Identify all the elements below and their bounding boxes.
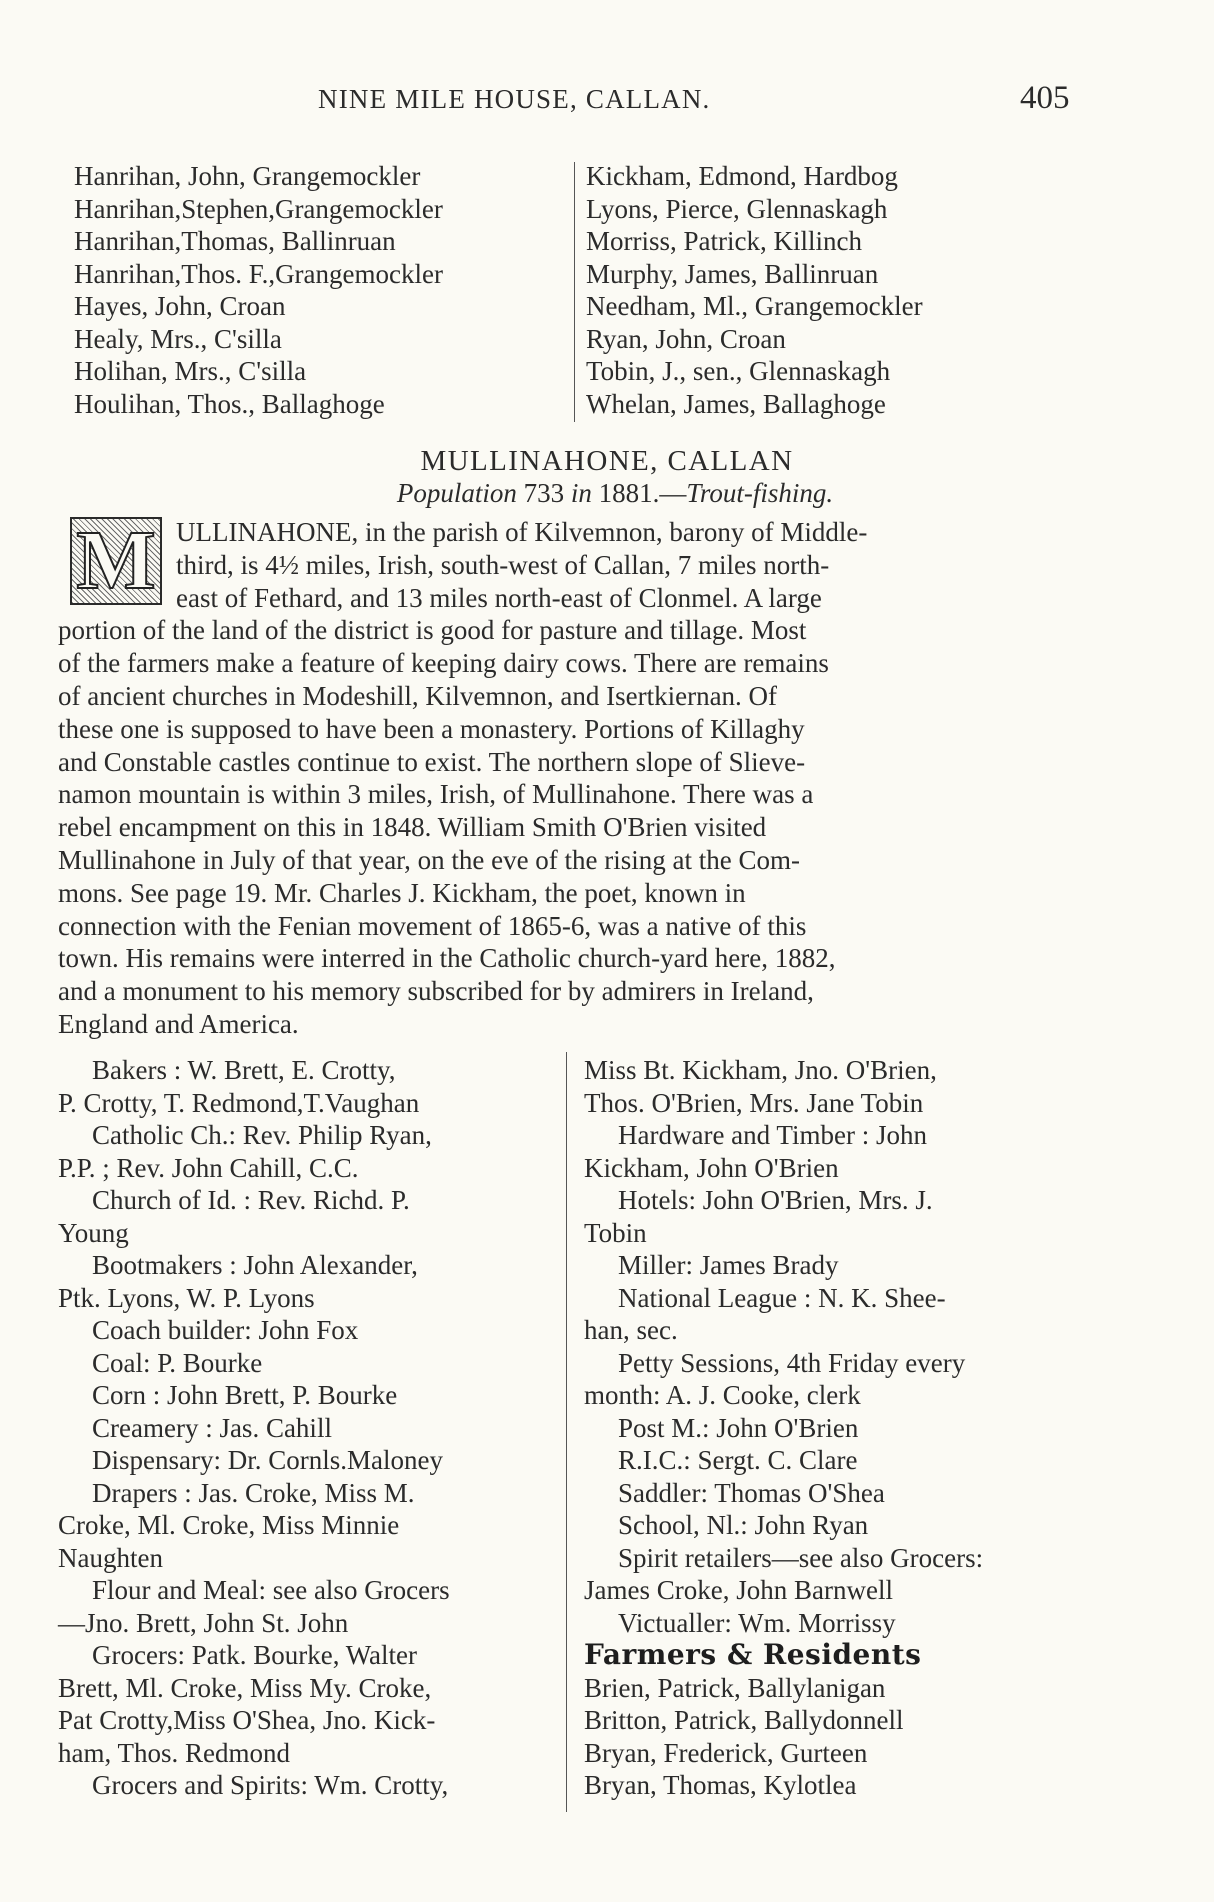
list-item: Miss Bt. Kickham, Jno. O'Brien,: [584, 1055, 937, 1085]
paragraph-line: mons. See page 19. Mr. Charles J. Kickham, the poet, known in: [58, 877, 746, 908]
list-item: Croke, Ml. Croke, Miss Minnie: [58, 1510, 400, 1540]
list-item: Bootmakers : John Alexander,: [92, 1250, 418, 1280]
list-item: —Jno. Brett, John St. John: [58, 1607, 349, 1638]
list-item: Healy, Mrs., C'silla: [74, 323, 282, 354]
list-item: Coal: P. Bourke: [92, 1347, 263, 1378]
census-year: 1881.—: [598, 478, 687, 508]
list-item: Post M.: John O'Brien: [618, 1412, 859, 1443]
trades-left-list: [58, 1054, 450, 1802]
list-item: Holihan, Mrs., C'silla: [74, 356, 307, 386]
paragraph-line: England and America.: [58, 1008, 299, 1039]
list-item: Morriss, Patrick, Killinch: [586, 226, 862, 256]
list-item: Hanrihan,Stephen,Grangemockler: [74, 193, 443, 224]
list-item: Lyons, Pierce, Glennaskagh: [586, 193, 888, 224]
list-item: Kickham, John O'Brien: [584, 1152, 839, 1183]
population-value: 733: [523, 478, 565, 508]
list-item: Ptk. Lyons, W. P. Lyons: [58, 1282, 315, 1313]
description-paragraph: [58, 516, 1080, 1041]
list-item: Victualler: Wm. Morrissy: [618, 1607, 896, 1638]
paragraph-line: of ancient churches in Modeshill, Kilvemnon, and Isertkiernan. Of: [58, 680, 778, 711]
list-item: Young: [58, 1217, 129, 1248]
farmers-heading: Farmers & Residents: [584, 1638, 922, 1671]
list-item: Grocers and Spirits: Wm. Crotty,: [92, 1770, 449, 1800]
paragraph-line: rebel encampment on this in 1848. William Smith O'Brien visited: [58, 812, 767, 843]
list-item: Bryan, Thomas, Kylotlea: [584, 1770, 857, 1800]
list-item: Drapers : Jas. Croke, Miss M.: [92, 1477, 415, 1508]
list-item: Hayes, John, Croan: [74, 291, 286, 321]
list-item: Britton, Patrick, Ballydonnell: [584, 1705, 904, 1735]
section-subtitle: [0, 478, 1214, 509]
paragraph-line: town. His remains were interred in the Catholic church-yard here, 1882,: [58, 943, 836, 974]
list-item: P. Crotty, T. Redmond,T.Vaughan: [58, 1087, 420, 1118]
list-item: Needham, Ml., Grangemockler: [586, 291, 923, 321]
list-item: Spirit retailers—see also Grocers:: [618, 1542, 984, 1573]
list-item: Brien, Patrick, Ballylanigan: [584, 1672, 886, 1703]
trades-right-list: [584, 1054, 983, 1802]
list-item: Dispensary: Dr. Cornls.Maloney: [92, 1445, 443, 1475]
paragraph-line: ULLINAHONE, in the parish of Kilvemnon, barony of Middle-: [176, 517, 868, 547]
paragraph-line: namon mountain is within 3 miles, Irish, of Mullinahone. There was a: [58, 779, 814, 810]
list-item: Hanrihan, John, Grangemockler: [74, 161, 421, 191]
list-item: Coach builder: John Fox: [92, 1315, 359, 1345]
list-item: Church of Id. : Rev. Richd. P.: [92, 1185, 410, 1215]
list-item: Creamery : Jas. Cahill: [92, 1412, 332, 1443]
paragraph-line: and a monument to his memory subscribed for by admirers in Ireland,: [58, 976, 814, 1007]
list-item: Kickham, Edmond, Hardbog: [586, 161, 898, 191]
list-item: National League : N. K. Shee-: [618, 1282, 946, 1313]
list-item: Pat Crotty,Miss O'Shea, Jno. Kick-: [58, 1705, 436, 1735]
paragraph-line: these one is supposed to have been a monastery. Portions of Killaghy: [58, 713, 805, 744]
list-item: Grocers: Patk. Bourke, Walter: [92, 1640, 417, 1670]
nine-mile-left-list: [74, 160, 443, 420]
list-item: Miller: James Brady: [618, 1250, 839, 1280]
list-item: Flour and Meal: see also Grocers: [92, 1575, 450, 1605]
population-label: Population: [396, 478, 517, 508]
list-item: Bryan, Frederick, Gurteen: [584, 1737, 868, 1768]
list-item: Whelan, James, Ballaghoge: [586, 388, 886, 419]
list-item: Murphy, James, Ballinruan: [586, 258, 879, 289]
list-item: Naughten: [58, 1542, 163, 1573]
list-item: James Croke, John Barnwell: [584, 1575, 893, 1605]
paragraph-line: third, is 4½ miles, Irish, south-west of Callan, 7 miles north-: [176, 549, 830, 580]
running-title: NINE MILE HOUSE, CALLAN.: [318, 84, 711, 114]
list-item: han, sec.: [584, 1315, 678, 1345]
list-item: Brett, Ml. Croke, Miss My. Croke,: [58, 1672, 432, 1703]
paragraph-line: of the farmers make a feature of keeping dairy cows. There are remains: [58, 648, 829, 679]
list-item: Bakers : W. Brett, E. Crotty,: [92, 1055, 396, 1085]
trout-fishing-note: Trout-fishing.: [686, 478, 834, 508]
list-item: Hardware and Timber : John: [618, 1120, 927, 1150]
list-item: R.I.C.: Sergt. C. Clare: [618, 1445, 858, 1475]
section-title: MULLINAHONE, CALLAN: [420, 445, 794, 477]
list-item: Saddler: Thomas O'Shea: [618, 1477, 885, 1508]
list-item: Thos. O'Brien, Mrs. Jane Tobin: [584, 1087, 924, 1118]
paragraph-line: east of Fethard, and 13 miles north-east of Clonmel. A large: [176, 582, 822, 613]
list-item: Tobin, J., sen., Glennaskagh: [586, 356, 891, 386]
list-item: Catholic Ch.: Rev. Philip Ryan,: [92, 1120, 432, 1150]
list-item: School, Nl.: John Ryan: [618, 1510, 869, 1540]
list-item: Corn : John Brett, P. Bourke: [92, 1380, 398, 1410]
list-item: Petty Sessions, 4th Friday every: [618, 1347, 966, 1378]
list-item: Hanrihan,Thomas, Ballinruan: [74, 226, 396, 256]
paragraph-line: connection with the Fenian movement of 1865-6, was a native of this: [58, 910, 807, 941]
list-item: Hanrihan,Thos. F.,Grangemockler: [74, 258, 443, 289]
list-item: ham, Thos. Redmond: [58, 1737, 290, 1768]
column-divider-top: [574, 162, 575, 422]
list-item: Houlihan, Thos., Ballaghoge: [74, 388, 385, 419]
paragraph-line: Mullinahone in July of that year, on the eve of the rising at the Com-: [58, 844, 800, 875]
page-number: 405: [1020, 80, 1070, 116]
paragraph-line: portion of the land of the district is good for pasture and tillage. Most: [58, 615, 807, 646]
paragraph-line: and Constable castles continue to exist. The northern slope of Slieve-: [58, 746, 806, 777]
list-item: Tobin: [584, 1217, 647, 1248]
running-header: [0, 80, 1214, 124]
column-divider-bottom: [566, 1052, 567, 1812]
list-item: Ryan, John, Croan: [586, 323, 786, 354]
dropcap-letter: M: [76, 514, 156, 607]
list-item: P.P. ; Rev. John Cahill, C.C.: [58, 1152, 359, 1183]
list-item: month: A. J. Cooke, clerk: [584, 1380, 861, 1410]
population-in: in: [570, 478, 592, 508]
nine-mile-right-list: [586, 160, 923, 420]
list-item: Hotels: John O'Brien, Mrs. J.: [618, 1185, 933, 1215]
